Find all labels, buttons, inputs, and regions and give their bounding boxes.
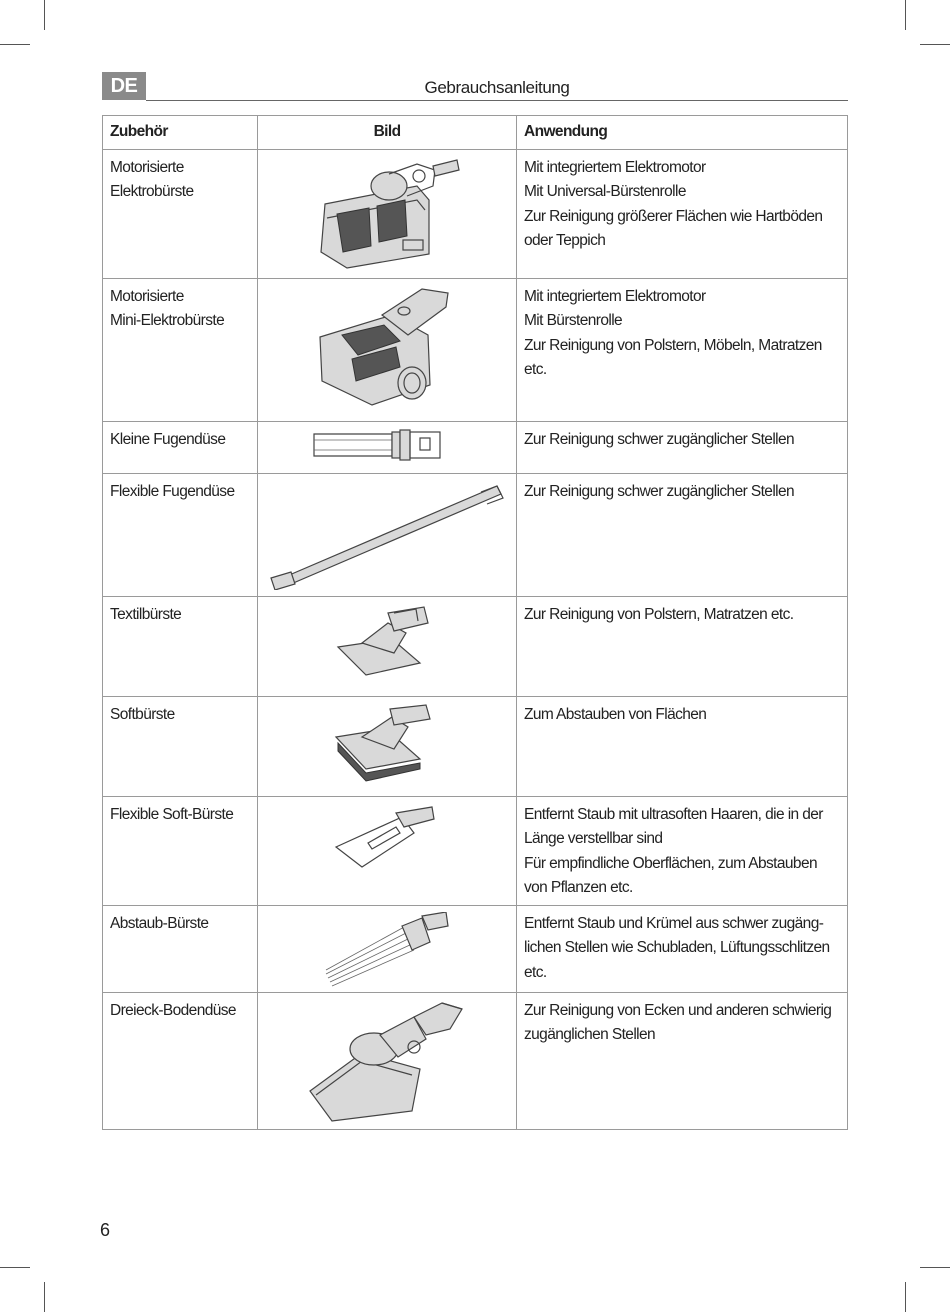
column-header-accessory: Zubehör [103,116,258,150]
accessory-name-cell [103,992,258,1129]
accessory-name-line: Dreieck-Bodendüse [110,1001,236,1019]
table-row [103,992,848,1129]
accessory-image-cell [258,149,517,278]
usage-line: lichen Stellen wie Schubladen, Lüftungsschlitzen [524,939,830,956]
accessory-name-cell [103,796,258,905]
document-title: Gebrauchsanleitung [424,78,570,97]
upholstery-brush-icon [332,603,442,687]
accessory-usage-cell [517,421,848,473]
table-header-row [103,116,848,150]
header-divider [146,100,848,101]
crop-mark [905,1282,906,1312]
table-row [103,278,848,421]
motorized-electric-brush-icon [307,156,467,274]
accessory-image-cell [258,992,517,1129]
accessory-usage-cell [517,796,848,905]
accessory-name-cell [103,473,258,596]
usage-line: Zur Reinigung schwer zugänglicher Stellen [524,430,795,448]
triangle-floor-nozzle-icon [302,999,472,1125]
crop-mark [920,1267,950,1268]
accessory-name-cell [103,278,258,421]
crop-mark [44,1282,45,1312]
accessory-usage-cell [517,149,848,278]
accessory-image-cell [258,696,517,796]
accessory-image-cell [258,278,517,421]
accessory-name-line: Textilbürste [110,605,182,623]
crop-mark [44,0,45,30]
accessory-image-cell [258,596,517,696]
usage-line: etc. [524,361,547,378]
small-crevice-nozzle-icon [312,428,462,462]
accessory-name-line: Elektrobürste [110,183,194,200]
motorized-mini-brush-icon [312,285,462,415]
usage-line: Zum Abstauben von Flächen [524,705,707,723]
usage-line: Länge verstellbar sind [524,830,663,847]
accessory-name-line: Motorisierte [110,158,184,176]
usage-line: oder Teppich [524,232,606,249]
accessory-name-cell [103,149,258,278]
flexible-crevice-nozzle-icon [267,480,507,590]
accessory-usage-cell [517,473,848,596]
flexible-soft-brush-icon [332,803,442,873]
usage-line: Mit Universal-Bürstenrolle [524,183,686,200]
usage-line: zugänglichen Stellen [524,1026,656,1043]
accessory-usage-cell [517,992,848,1129]
usage-line: Entfernt Staub und Krümel aus schwer zugäng- [524,914,824,932]
usage-line: Zur Reinigung von Polstern, Möbeln, Matratzen [524,336,822,354]
accessory-name-cell [103,421,258,473]
accessory-image-cell [258,473,517,596]
accessory-usage-cell [517,596,848,696]
accessory-name-line: Kleine Fugendüse [110,430,226,448]
table-row [103,421,848,473]
soft-brush-icon [332,703,442,789]
usage-line: Für empfindliche Oberflächen, zum Abstauben [524,854,817,872]
language-badge: DE [102,72,146,100]
accessory-name-cell [103,596,258,696]
accessory-name-line: Flexible Fugendüse [110,482,235,500]
accessory-name-line: Softbürste [110,705,175,723]
usage-line: Mit integriertem Elektromotor [524,158,706,176]
accessory-name-line: Motorisierte [110,287,184,305]
accessory-name-cell [103,696,258,796]
accessory-image-cell [258,905,517,992]
table-row [103,149,848,278]
crop-mark [0,1267,30,1268]
usage-line: Mit Bürstenrolle [524,312,623,329]
usage-line: etc. [524,963,547,981]
page-number: 6 [100,1220,111,1240]
usage-line: Zur Reinigung schwer zugänglicher Stellen [524,482,795,500]
accessories-table [102,115,848,1130]
table-row [103,905,848,992]
accessory-name-line: Mini-Elektrobürste [110,312,225,329]
usage-line: Zur Reinigung größerer Flächen wie Hartböden [524,207,823,225]
accessory-image-cell [258,796,517,905]
accessory-image-cell [258,421,517,473]
usage-line: Zur Reinigung von Polstern, Matratzen etc. [524,605,794,623]
crop-mark [0,44,30,45]
accessory-name-line: Abstaub-Bürste [110,914,209,932]
crop-mark [905,0,906,30]
accessory-usage-cell [517,696,848,796]
table-row [103,473,848,596]
usage-line: Entfernt Staub mit ultrasoften Haaren, die in der [524,805,823,823]
accessory-usage-cell [517,278,848,421]
accessory-name-line: Flexible Soft-Bürste [110,805,234,823]
table-row [103,796,848,905]
column-header-image: Bild [258,116,517,150]
accessory-usage-cell [517,905,848,992]
usage-line: von Pflanzen etc. [524,879,633,896]
dusting-brush-icon [322,912,452,988]
table-row [103,596,848,696]
crop-mark [920,44,950,45]
usage-line: Zur Reinigung von Ecken und anderen schwierig [524,1001,832,1019]
usage-line: Mit integriertem Elektromotor [524,287,706,305]
accessory-name-cell [103,905,258,992]
column-header-usage: Anwendung [517,116,848,150]
table-row [103,696,848,796]
